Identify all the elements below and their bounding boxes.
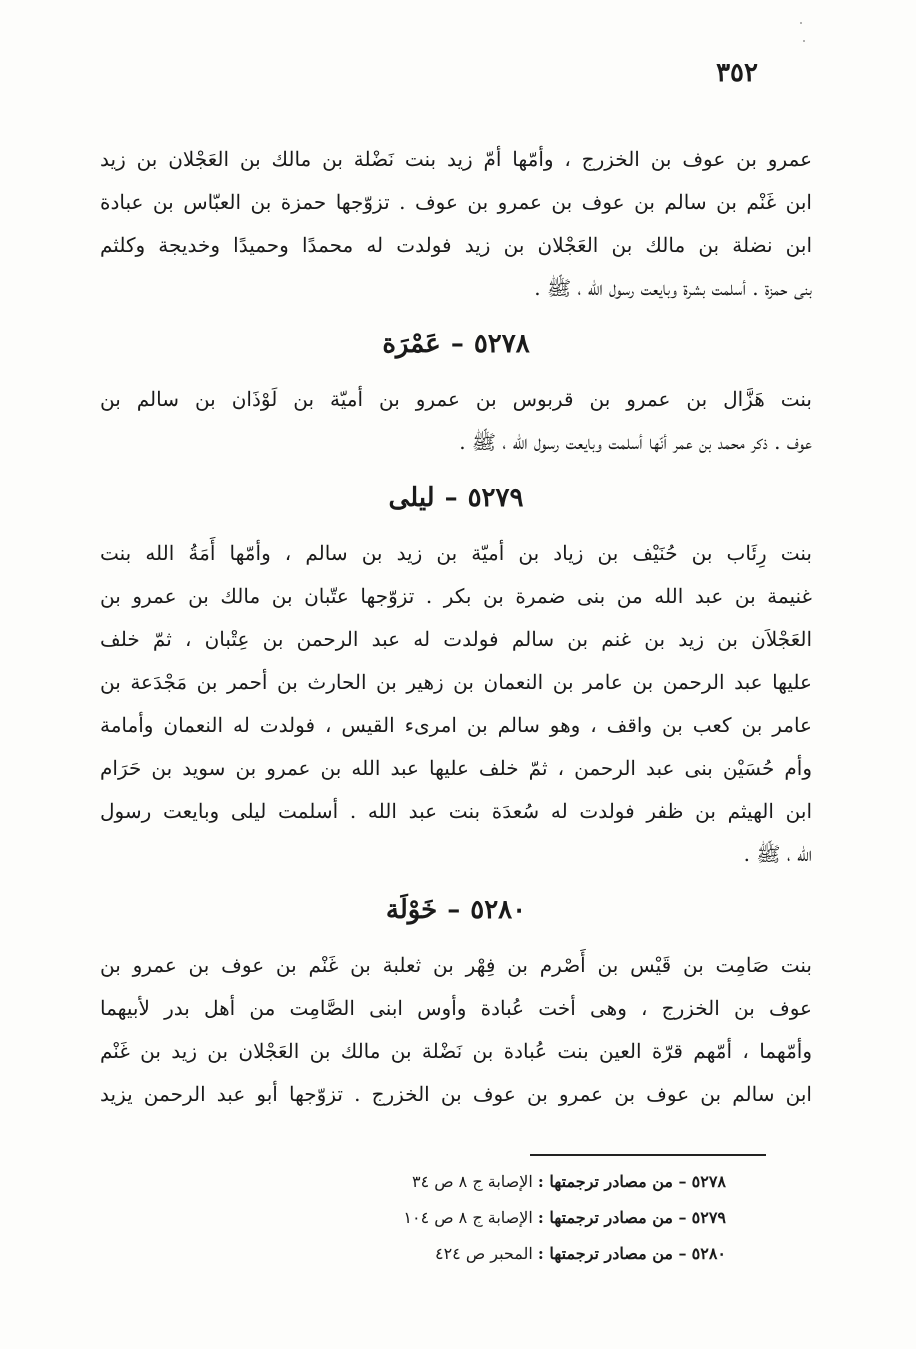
entry-number: ٥٢٧٩	[467, 483, 524, 513]
text-line: بنت صَامِت بن قَيْس بن أَصْرم بن فِهْر بن ثعلبة بن غَنْم بن عوف بن عمرو بن	[100, 953, 812, 977]
footnote-label: – من مصادر ترجمتها :	[537, 1208, 687, 1227]
footnote-number: ٥٢٨٠	[691, 1244, 726, 1263]
footnote-number: ٥٢٧٨	[691, 1172, 726, 1191]
text-line: ابن غَنْم بن سالم بن عوف بن عمرو بن عوف . تزوّجها حمزة بن العبّاس بن عبادة	[100, 190, 812, 214]
footnote-text: المحبر ص ٤٢٤	[434, 1244, 533, 1263]
text-line: وأم حُسَيْن بنى عبد الرحمن ، ثمّ خلف عليها عبد الله بن عمرو بن سويد بن حَرَام	[100, 756, 812, 780]
main-text	[100, 138, 812, 1116]
footnote-text: الإصابة ج ٨ ص ١٠٤	[403, 1208, 533, 1227]
text-line: ابن الهيثم بن ظفر فولدت له سُعدَة بنت عبد الله . أسلمت ليلى وبايعت رسول	[100, 799, 812, 823]
text-line: غنيمة بن عبد الله من بنى ضمرة بن بكر . تزوّجها عتّبان بن مالك بن عمرو بن	[100, 584, 812, 608]
text-line: عامر بن كعب بن واقف ، وهو سالم بن امرىء القيس ، فولدت له النعمان وأمامة	[100, 713, 812, 737]
footnote-number: ٥٢٧٩	[691, 1208, 726, 1227]
footnote-5280	[403, 1236, 726, 1272]
entry-heading-5280	[100, 890, 812, 930]
entry-heading-5278	[100, 324, 812, 364]
text-line: ابن سالم بن عوف بن عمرو بن عوف بن الخزرج . تزوّجها أبو عبد الرحمن يزيد	[100, 1082, 812, 1106]
text-line: العَجْلاَن بن زيد بن غنم بن سالم فولدت له عبد الرحمن بن عِتْبان ، ثمّ خلف	[100, 627, 812, 651]
text-line: ابن نضلة بن مالك بن العَجْلان بن زيد فولدت له محمدًا وحميدًا وخديجة وكلثم	[100, 233, 812, 257]
footnote-text: الإصابة ج ٨ ص ٣٤	[411, 1172, 533, 1191]
entry-number: ٥٢٨٠	[470, 895, 527, 925]
entry-separator: –	[447, 895, 461, 925]
entry-name: ليلى	[388, 483, 435, 513]
page-number: ٣٥٢	[716, 58, 758, 88]
text-line: عوف . ذكر محمد بن عمر أنّها أسلمت وبايعت رسول الله ، ﷺ .	[459, 430, 812, 454]
entry-name: عَمْرَة	[382, 329, 441, 359]
entry-heading-5279	[100, 478, 812, 518]
entry-name: خَوْلَة	[385, 895, 438, 925]
entry-number: ٥٢٧٨	[473, 329, 530, 359]
entry-paragraph-5278	[100, 378, 812, 464]
entry-separator: –	[444, 483, 458, 513]
text-line: عليها عبد الرحمن بن عامر بن النعمان بن زهير بن الحارث بن أحمر بن مَجْدَعة بن	[100, 670, 812, 694]
text-line: عمرو بن عوف بن الخزرج ، وأمّها أمّ زيد بنت نَضْلة بن مالك بن العَجْلان بن زيد	[100, 147, 812, 171]
text-line: بنت هَزَّال بن عمرو بن قربوس بن عمرو بن أميّة بن لَوْذَان بن سالم بن	[100, 387, 812, 411]
footnote-5279	[403, 1200, 726, 1236]
entry-paragraph-5280	[100, 944, 812, 1116]
footnotes	[403, 1164, 726, 1272]
footnote-divider	[530, 1154, 766, 1156]
text-line: الله ، ﷺ .	[743, 842, 812, 866]
scan-speck	[803, 40, 805, 42]
footnote-5278	[403, 1164, 726, 1200]
footnote-label: – من مصادر ترجمتها :	[537, 1172, 687, 1191]
footnote-label: – من مصادر ترجمتها :	[537, 1244, 687, 1263]
scan-speck	[800, 22, 802, 24]
text-line: بنت رِئَاب بن حُنَيْف بن زياد بن أميّة بن زيد بن سالم ، وأمّها أَمَةُ الله بنت	[100, 541, 812, 565]
text-line: عوف بن الخزرج ، وهى أخت عُبادة وأوس ابنى الصَّامِت من أهل بدر لأبيهما	[100, 996, 812, 1020]
continuation-paragraph	[100, 138, 812, 310]
text-line: وأمّهما ، أمّهم قرّة العين بنت عُبادة بن نَضْلة بن مالك بن العَجْلان بن زيد بن غَنْم	[100, 1039, 812, 1063]
entry-separator: –	[450, 329, 464, 359]
text-line: بنى حمزة . أسلمت بشرة وبايعت رسول الله ، ﷺ .	[534, 276, 812, 300]
entry-paragraph-5279	[100, 532, 812, 876]
